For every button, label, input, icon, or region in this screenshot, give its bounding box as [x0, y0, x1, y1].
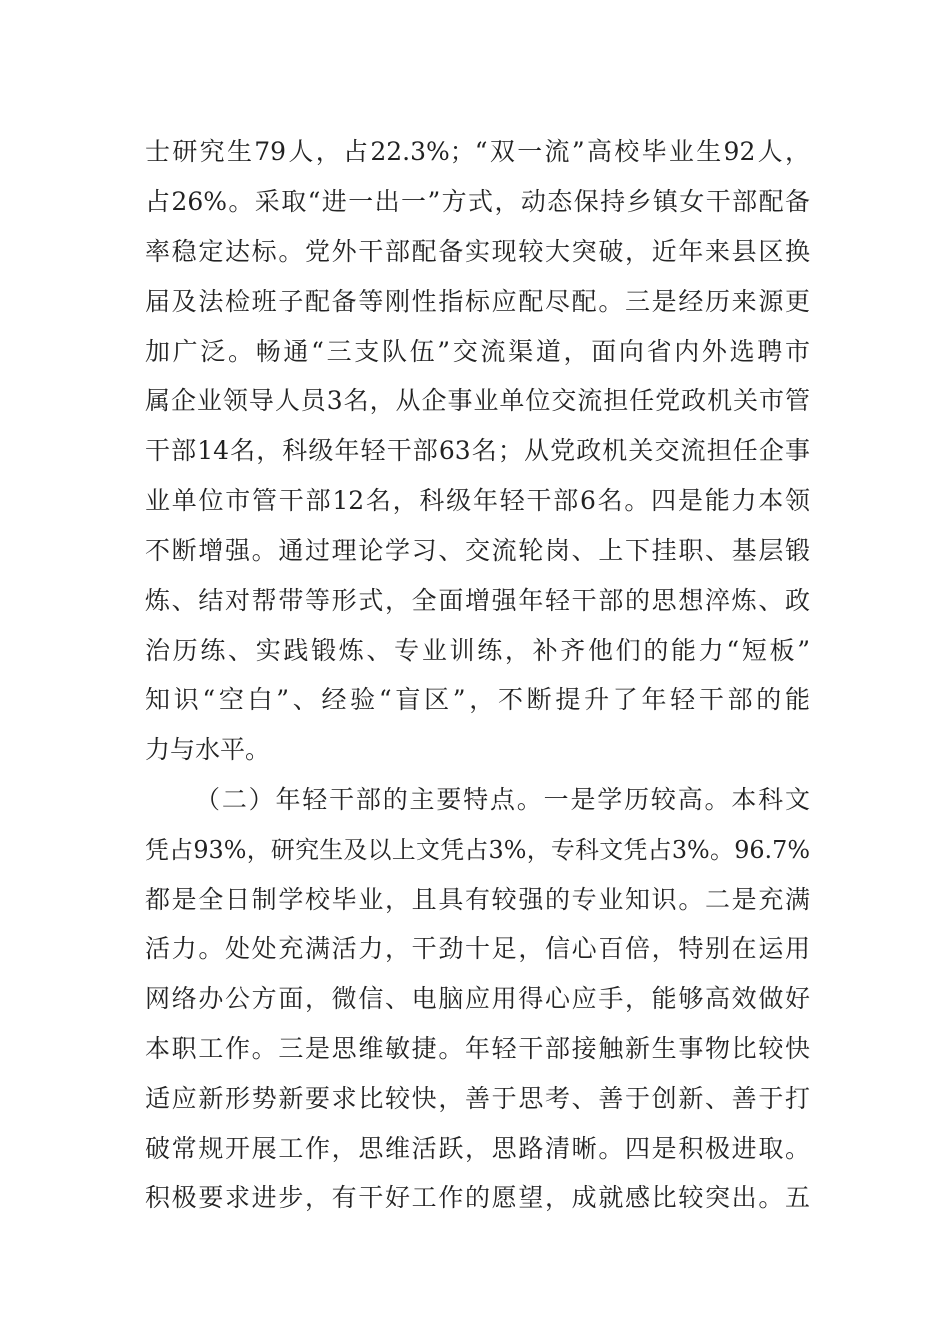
text-line: 干部14名，科级年轻干部63名；从党政机关交流担任企事 [145, 436, 810, 465]
text-line: 占26%。采取“进一出一”方式，动态保持乡镇女干部配备 [145, 187, 810, 216]
paragraph-heading-line: （二）年轻干部的主要特点。一是学历较高。本科文 [195, 785, 810, 814]
text-line: 都是全日制学校毕业，且具有较强的专业知识。二是充满 [145, 885, 810, 914]
text-line: 适应新形势新要求比较快，善于思考、善于创新、善于打 [145, 1084, 810, 1113]
text-line: 破常规开展工作，思维活跃，思路清晰。四是积极进取。 [145, 1134, 810, 1163]
text-line: 属企业领导人员3名，从企事业单位交流担任党政机关市管 [145, 386, 810, 415]
text-line: 积极要求进步，有干好工作的愿望，成就感比较突出。五 [145, 1183, 810, 1212]
text-line: 网络办公方面，微信、电脑应用得心应手，能够高效做好 [145, 984, 810, 1013]
text-line: 知识“空白”、经验“盲区”，不断提升了年轻干部的能 [145, 685, 810, 714]
text-line: 治历练、实践锻炼、专业训练，补齐他们的能力“短板” [145, 636, 810, 665]
text-line: 炼、结对帮带等形式，全面增强年轻干部的思想淬炼、政 [145, 586, 810, 615]
text-line: 凭占93%，研究生及以上文凭占3%，专科文凭占3%。96.7% [145, 836, 810, 864]
text-line: 届及法检班子配备等刚性指标应配尽配。三是经历来源更 [145, 287, 810, 316]
text-line: 加广泛。畅通“三支队伍”交流渠道，面向省内外选聘市 [145, 337, 810, 366]
text-line: 业单位市管干部12名，科级年轻干部6名。四是能力本领 [145, 486, 810, 515]
text-line: 士研究生79人，占22.3%；“双一流”高校毕业生92人， [145, 137, 810, 166]
text-line: 率稳定达标。党外干部配备实现较大突破，近年来县区换 [145, 237, 810, 266]
text-line: 本职工作。三是思维敏捷。年轻干部接触新生事物比较快 [145, 1034, 810, 1063]
text-line: 力与水平。 [145, 735, 271, 764]
text-line: 活力。处处充满活力，干劲十足，信心百倍，特别在运用 [145, 934, 810, 963]
text-line: 不断增强。通过理论学习、交流轮岗、上下挂职、基层锻 [145, 536, 810, 565]
